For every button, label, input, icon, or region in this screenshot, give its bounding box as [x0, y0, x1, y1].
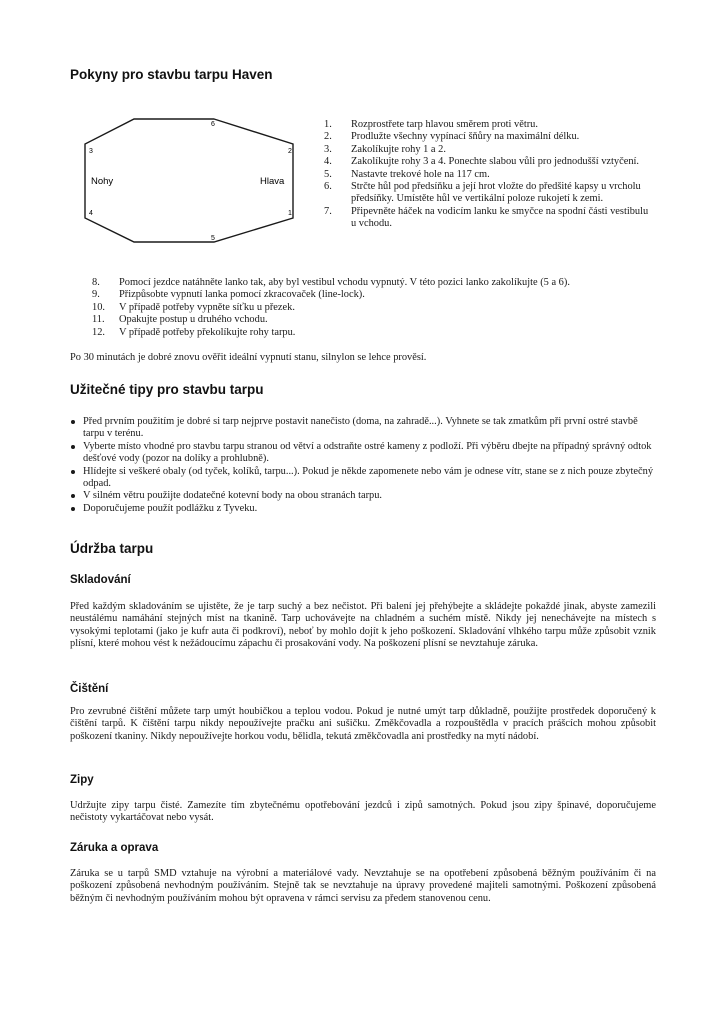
- corner-label-5: 5: [211, 235, 215, 242]
- step-item: 11. Opakujte postup u druhého vchodu.: [92, 314, 268, 326]
- corner-label-2: 2: [288, 148, 292, 155]
- diagram-label-head: Hlava: [260, 176, 285, 187]
- corner-label-1: 1: [288, 210, 292, 217]
- step-item: 2. Prodlužte všechny vypínací šňůry na maximální délku.: [324, 131, 580, 143]
- storage-heading: Skladování: [70, 574, 131, 586]
- step-item: 1. Rozprostřete tarp hlavou směrem proti větru.: [324, 119, 538, 130]
- bullet-icon: [71, 420, 75, 424]
- diagram-label-feet: Nohy: [91, 176, 114, 187]
- zippers-heading: Zipy: [70, 774, 94, 786]
- tip-item: Před prvním použitím je dobré si tarp nejprve postavit nanečisto (doma, na zahradě...). Vyhnete se tak zmatkům při první ostré stavbě tarpu v terénu.: [70, 416, 658, 441]
- maintenance-heading: Údržba tarpu: [70, 541, 154, 556]
- step-item: 6. Strčte hůl pod předsíňku a její hrot vložte do předšité kapsy u vrcholu předsíňky. Umístěte hůl ve vertikální poloze rukojetí k zemi.: [324, 181, 641, 205]
- cleaning-paragraph: Pro zevrubné čištění můžete tarp umýt houbičkou a teplou vodou. Pokud je nutné umýt tarp důkladně, použijte prostředek doporučený k čištění tarpů. K čištění tarpu nikdy nepoužívejte pračku ani sušičku. Změkčovadla a rozpouštědla v pracích prášcích mohou způsobit poškození tkaniny. Nikdy nepoužívejte horkou vodu, bělidla, tekutá změkčovadla ani prostředky na mytí nádobí.: [70, 706, 656, 742]
- tip-item: Doporučujeme použít podlážku z Tyveku.: [70, 503, 658, 515]
- step-item: 3. Zakolíkujte rohy 1 a 2.: [324, 143, 446, 155]
- step-item: 5. Nastavte trekové hole na 117 cm.: [324, 168, 490, 180]
- tips-list: [70, 416, 658, 515]
- bullet-icon: [71, 470, 75, 474]
- tips-heading: Užitečné tipy pro stavbu tarpu: [70, 382, 264, 397]
- step-item: 12. V případě potřeby překolíkujte rohy tarpu.: [92, 326, 296, 338]
- warranty-heading: Záruka a oprava: [70, 842, 159, 854]
- steps-list-right: [324, 119, 654, 231]
- step-item: 10. V případě potřeby vypněte síťku u přezek.: [92, 301, 295, 313]
- cleaning-heading: Čištění: [70, 683, 109, 695]
- step-item: 4. Zakolíkujte rohy 3 a 4. Ponechte slabou vůli pro jednodušší vztyčení.: [324, 156, 639, 168]
- zippers-paragraph: Udržujte zipy tarpu čisté. Zamezíte tím zbytečnému opotřebování jezdců i zipů samotných. Pokud jsou zipy špinavé, doporučujeme nečistoty vykartáčovat nebo vysát.: [70, 800, 656, 824]
- step-item: 7. Připevněte háček na vodicím lanku ke smyčce na spodní části vestibulu u vchodu.: [324, 205, 649, 230]
- steps-list-full: [92, 277, 662, 339]
- bullet-icon: [71, 494, 75, 498]
- storage-paragraph: Před každým skladováním se ujistěte, že je tarp suchý a bez nečistot. Při balení jej přehýbejte a skládejte pokaždé jinak, abyste zamezili neustálému namáhání stejných míst na tkanině. Tarp uchovávejte na chladném a suchém místě. Nikdy jej nenechávejte na místech s vysokými teplotami (jako je kufr auta či podkroví), neboť by mohlo dojít k jeho poškození. Skladování vlhkého tarpu může způsobit vznik plísní, které mohou vést k nežádoucímu zápachu či prosakování vody. Na poškození plísní se nevztahuje záruka.: [70, 601, 656, 650]
- tip-item: Vyberte místo vhodné pro stavbu tarpu stranou od větví a odstraňte ostré kameny z podloží. Při výběru dbejte na případný správný odtok dešťové vody (pozor na dolíky a prohlubně).: [70, 441, 658, 466]
- tarp-diagram: [80, 114, 310, 248]
- after-steps-note: Po 30 minutách je dobré znovu ověřit ideální vypnutí stanu, silnylon se lehce prověsí.: [70, 352, 427, 363]
- warranty-paragraph: Záruka se u tarpů SMD vztahuje na výrobní a materiálové vady. Nevztahuje se na opotřebení způsobená běžným používáním či na poškození způsobená nevhodným používáním. Stejně tak se nevztahuje na úpravy provedené majiteli samotnými. Poškození způsobená běžným či nevhodným používáním mohou být opravena v rámci servisu za předem stanovenou cenu.: [70, 868, 656, 904]
- tip-item: V silném větru použijte dodatečné kotevní body na obou stranách tarpu.: [70, 490, 658, 502]
- step-item: 8. Pomocí jezdce natáhněte lanko tak, aby byl vestibul vchodu vypnutý. V této pozici lanko zakolíkujte (5 a 6).: [92, 277, 570, 288]
- bullet-icon: [71, 445, 75, 449]
- title-heading: Pokyny pro stavbu tarpu Haven: [70, 67, 273, 82]
- corner-label-3: 3: [89, 148, 93, 155]
- corner-label-6: 6: [211, 121, 215, 128]
- step-item: 9. Přizpůsobte vypnutí lanka pomocí zkracovaček (line-lock).: [92, 289, 365, 301]
- corner-label-4: 4: [89, 210, 93, 217]
- bullet-icon: [71, 507, 75, 511]
- tip-item: Hlídejte si veškeré obaly (od tyček, kolíků, tarpu...). Pokud je někde zapomenete nebo vám je odnese vítr, stane se z nich pouze zbytečný odpad.: [70, 466, 658, 491]
